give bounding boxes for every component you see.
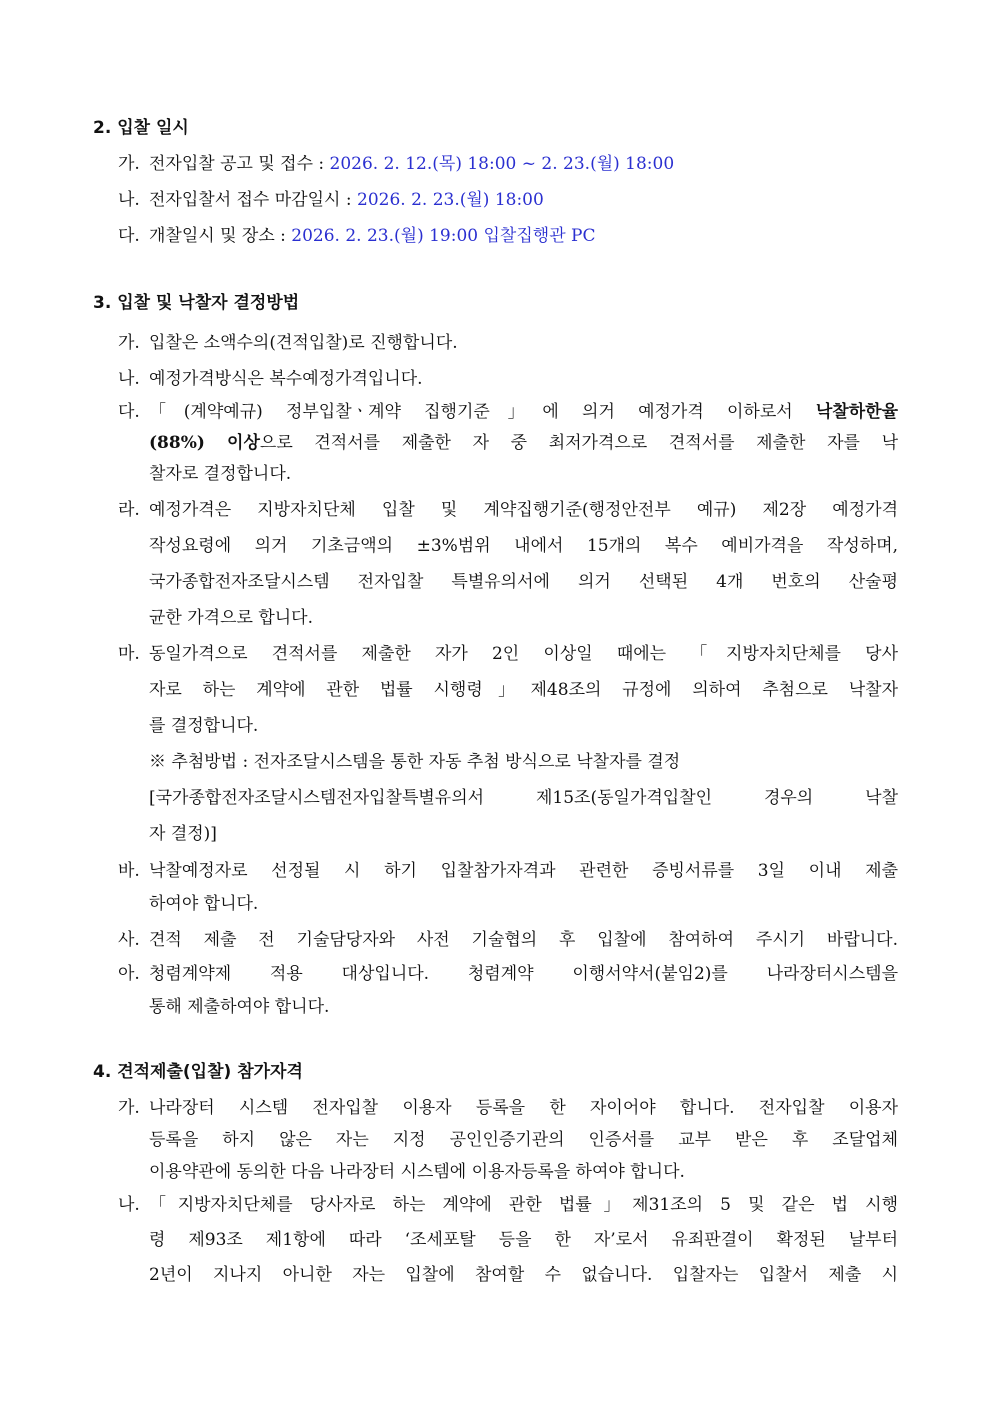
item-line [149,428,898,459]
item-marker: 가. [118,1098,140,1118]
item-label: 전자입찰서 접수 마감일시 : [149,190,357,210]
item-line [149,182,898,218]
item-line: 자로 하는 계약에 관한 법률 시행령」제48조의 규정에 의하여 추첨으로 낙찰자 [149,680,898,700]
item-marker: 나. [118,1195,140,1215]
item-marker: 사. [118,930,140,950]
section-3-item-na [118,361,898,397]
section-4-item-na [118,1188,898,1293]
item-text: 견적 제출 전 기술담당자와 사전 기술협의 후 입찰에 참여하여 주시기 바랍니다. [149,930,898,950]
item-label: 개찰일시 및 장소 : [149,226,292,246]
note-line: 자 결정)] [149,824,217,844]
note-line: [국가종합전자조달시스템전자입찰특별유의서 제15조(동일가격입찰인 경우의 낙찰 [149,788,898,808]
item-text: 입찰은 소액수의(견적입찰)로 진행합니다. [149,333,458,353]
item-line: 등록을 하지 않은 자는 지정 공인인증기관의 인증서를 교부 받은 후 조달업체 [149,1130,898,1150]
section-2-item-ga [118,146,898,182]
item-line [149,218,898,254]
item-line: 하여야 합니다. [149,894,259,914]
section-3-item-sa [118,922,898,958]
item-marker: 나. [118,369,140,389]
item-marker: 라. [118,500,140,520]
item-line: 청렴계약제 적용 대상입니다. 청렴계약 이행서약서(붙임2)를 나라장터시스템을 [149,964,898,984]
item-text: 으로 견적서를 제출한 자 중 최저가격으로 견적서를 제출한 자를 낙 [259,433,898,453]
item-line: 낙찰예정자로 선정될 시 하기 입찰참가자격과 관련한 증빙서류를 3일 이내 제출 [149,861,898,881]
item-text: 예정가격방식은 복수예정가격입니다. [149,369,423,389]
item-line: 통해 제출하여야 합니다. [149,997,330,1017]
section-3-item-ga [118,325,898,361]
section-2-heading: 2. 입찰 일시 [93,118,189,138]
section-2-item-na [118,182,898,218]
item-line: 찰자로 결정합니다. [149,464,292,484]
section-4-heading: 4. 견적제출(입찰) 참가자격 [93,1062,303,1082]
item-text: 「(계약예규) 정부입찰ㆍ계약 집행기준」에 의거 예정가격 이하로서 [149,402,816,422]
item-line: 2년이 지나지 아니한 자는 입찰에 참여할 수 없습니다. 입찰자는 입찰서 제출 시 [149,1265,898,1285]
item-line: 국가종합전자조달시스템 전자입찰 특별유의서에 의거 선택된 4개 번호의 산술평 [149,572,898,592]
item-line: 나라장터 시스템 전자입찰 이용자 등록을 한 자이어야 합니다. 전자입찰 이용자 [149,1098,898,1118]
bid-announcement-period: 2026. 2. 12.(목) 18:00 ~ 2. 23.(월) 18:00 [329,154,675,174]
item-line: 예정가격은 지방자치단체 입찰 및 계약집행기준(행정안전부 예규) 제2장 예정가격 [149,500,898,520]
bid-opening-datetime-place: 2026. 2. 23.(월) 19:00 입찰집행관 PC [291,226,596,246]
item-marker: 바. [118,861,140,881]
bid-floor-rate-label: 낙찰하한율 [815,402,898,422]
bid-deadline: 2026. 2. 23.(월) 18:00 [357,190,544,210]
item-line: 작성요령에 의거 기초금액의 ±3%범위 내에서 15개의 복수 예비가격을 작성하며, [149,536,898,556]
item-marker: 가. [118,333,140,353]
item-marker: 아. [118,964,140,984]
note-line: ※ 추첨방법 : 전자조달시스템을 통한 자동 추첨 방식으로 낙찰자를 결정 [149,752,681,772]
item-label: 전자입찰 공고 및 접수 : [149,154,330,174]
item-line: 령 제93조 제1항에 따라 ‘조세포탈 등을 한 자’로서 유죄판결이 확정된 날부터 [149,1230,898,1250]
section-3-item-aa [118,958,898,1024]
item-line: 동일가격으로 견적서를 제출한 자가 2인 이상일 때에는 「지방자치단체를 당사 [149,644,898,664]
item-marker: 다. [118,226,140,246]
section-2-item-da [118,218,898,254]
item-line: 를 결정합니다. [149,716,259,736]
section-3-item-ma [118,636,898,744]
item-marker: 마. [118,644,140,664]
bid-floor-rate-value: (88%) 이상 [149,433,260,453]
item-line: 이용약관에 동의한 다음 나라장터 시스템에 이용자등록을 하여야 합니다. [149,1162,685,1182]
item-marker: 가. [118,154,140,174]
section-3-item-ra [118,492,898,636]
section-4-item-ga [118,1092,898,1188]
item-marker: 다. [118,402,140,422]
item-line: 균한 가격으로 합니다. [149,608,314,628]
item-line [149,397,898,428]
lottery-method-note [149,744,898,852]
item-marker: 나. [118,190,140,210]
section-3-heading: 3. 입찰 및 낙찰자 결정방법 [93,293,300,313]
item-line: 「지방자치단체를 당사자로 하는 계약에 관한 법률」제31조의 5 및 같은 법 시행 [149,1195,898,1215]
section-3-item-ba [118,855,898,921]
item-line [149,146,898,182]
section-3-item-da [118,397,898,490]
